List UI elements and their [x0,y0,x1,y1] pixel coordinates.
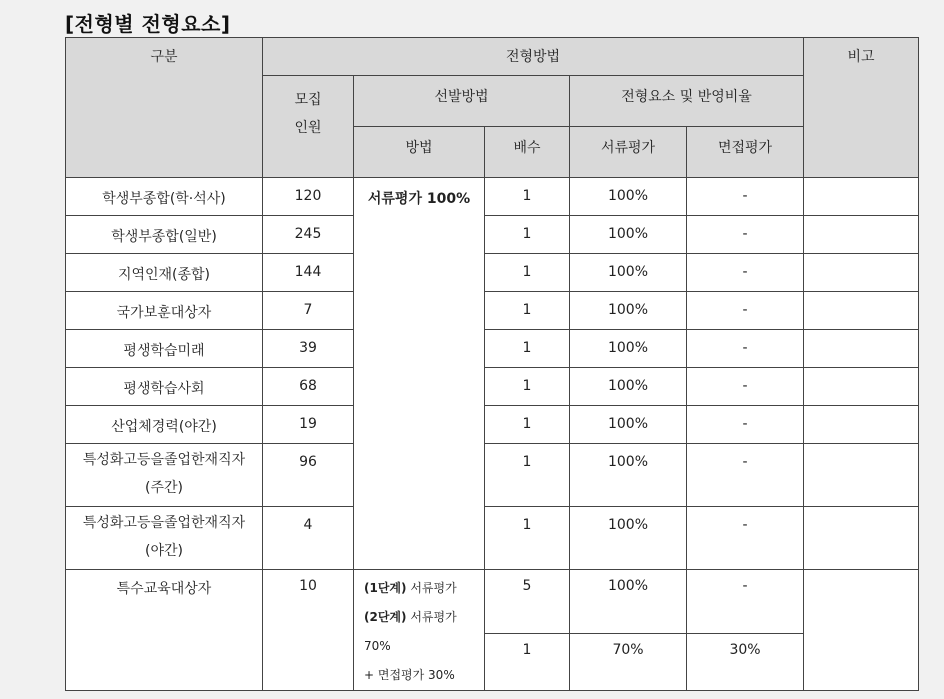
special-quota: 10 [263,570,354,691]
special-s2-multiple: 1 [485,633,570,690]
row-multiple: 1 [485,330,570,368]
header-method: 방법 [354,127,485,178]
row-doc: 100% [570,368,687,406]
row-note [804,368,919,406]
row-note [804,330,919,368]
row-multiple: 1 [485,507,570,570]
row-multiple: 1 [485,178,570,216]
row-name-line1: 특성화고등을졸업한재직자 [82,452,246,468]
stage1-label: (1단계) [364,581,407,595]
row-name: 국가보훈대상자 [66,292,263,330]
stage2-line [364,603,484,632]
special-s1-multiple: 5 [485,570,570,634]
row-name: 평생학습미래 [66,330,263,368]
admission-elements-table [65,37,919,691]
row-multiple: 1 [485,444,570,507]
row-doc: 100% [570,330,687,368]
row-note [804,406,919,444]
row-name-line2: (주간) [145,480,183,496]
header-quota [263,76,354,178]
page-title: [전형별 전형요소] [65,12,231,36]
table-row [66,292,919,330]
stage2-line3: + 면접평가 30% [364,668,455,682]
table-row [66,330,919,368]
row-note [804,216,919,254]
row-doc: 100% [570,406,687,444]
row-name: 평생학습사회 [66,368,263,406]
header-note: 비고 [804,38,919,178]
row-interview: - [687,254,804,292]
row-note [804,254,919,292]
header-quota-line2: 인원 [294,120,322,136]
row-interview: - [687,216,804,254]
row-name-line2: (야간) [145,543,183,559]
special-note [804,570,919,691]
special-s2-interview: 30% [687,633,804,690]
row-name [66,444,263,507]
row-name: 학생부종합(학·석사) [66,178,263,216]
header-doc-eval: 서류평가 [570,127,687,178]
header-interview-eval: 면접평가 [687,127,804,178]
special-name: 특수교육대상자 [66,570,263,691]
row-doc: 100% [570,254,687,292]
row-name [66,507,263,570]
special-method [354,570,485,691]
row-name: 산업체경력(야간) [66,406,263,444]
row-quota: 120 [263,178,354,216]
header-multiple: 배수 [485,127,570,178]
row-interview: - [687,406,804,444]
header-method-group: 전형방법 [263,38,804,76]
stage2-label: (2단계) [364,610,407,624]
header-category: 구분 [66,38,263,178]
table-row [66,254,919,292]
table-row [66,406,919,444]
row-doc: 100% [570,444,687,507]
row-doc: 100% [570,216,687,254]
row-note [804,292,919,330]
row-multiple: 1 [485,216,570,254]
row-interview: - [687,507,804,570]
stage2-line2: 70% [364,639,391,653]
row-interview: - [687,178,804,216]
table-row-special-stage1 [66,570,919,634]
row-quota: 4 [263,507,354,570]
header-quota-line1: 모집 [294,92,322,108]
row-interview: - [687,330,804,368]
row-interview: - [687,444,804,507]
table-row [66,507,919,570]
row-interview: - [687,368,804,406]
row-note [804,444,919,507]
stage2-text: 서류평가 [410,610,457,624]
row-quota: 68 [263,368,354,406]
row-multiple: 1 [485,368,570,406]
row-multiple: 1 [485,292,570,330]
row-quota: 39 [263,330,354,368]
special-s2-doc: 70% [570,633,687,690]
row-quota: 144 [263,254,354,292]
row-name: 지역인재(종합) [66,254,263,292]
row-doc: 100% [570,178,687,216]
table-row [66,178,919,216]
special-s1-doc: 100% [570,570,687,634]
row-multiple: 1 [485,254,570,292]
row-quota: 245 [263,216,354,254]
row-name-line1: 특성화고등을졸업한재직자 [82,515,246,531]
table-row [66,368,919,406]
row-note [804,507,919,570]
row-doc: 100% [570,507,687,570]
row-doc: 100% [570,292,687,330]
header-selection: 선발방법 [354,76,570,127]
row-interview: - [687,292,804,330]
row-name: 학생부종합(일반) [66,216,263,254]
table-row [66,216,919,254]
header-elements: 전형요소 및 반영비율 [570,76,804,127]
shared-method-cell: 서류평가 100% [354,178,485,570]
stage1-line [364,574,484,603]
table-row [66,444,919,507]
row-quota: 19 [263,406,354,444]
row-quota: 7 [263,292,354,330]
row-quota: 96 [263,444,354,507]
stage1-text: 서류평가 [410,581,457,595]
row-multiple: 1 [485,406,570,444]
special-s1-interview: - [687,570,804,634]
row-note [804,178,919,216]
